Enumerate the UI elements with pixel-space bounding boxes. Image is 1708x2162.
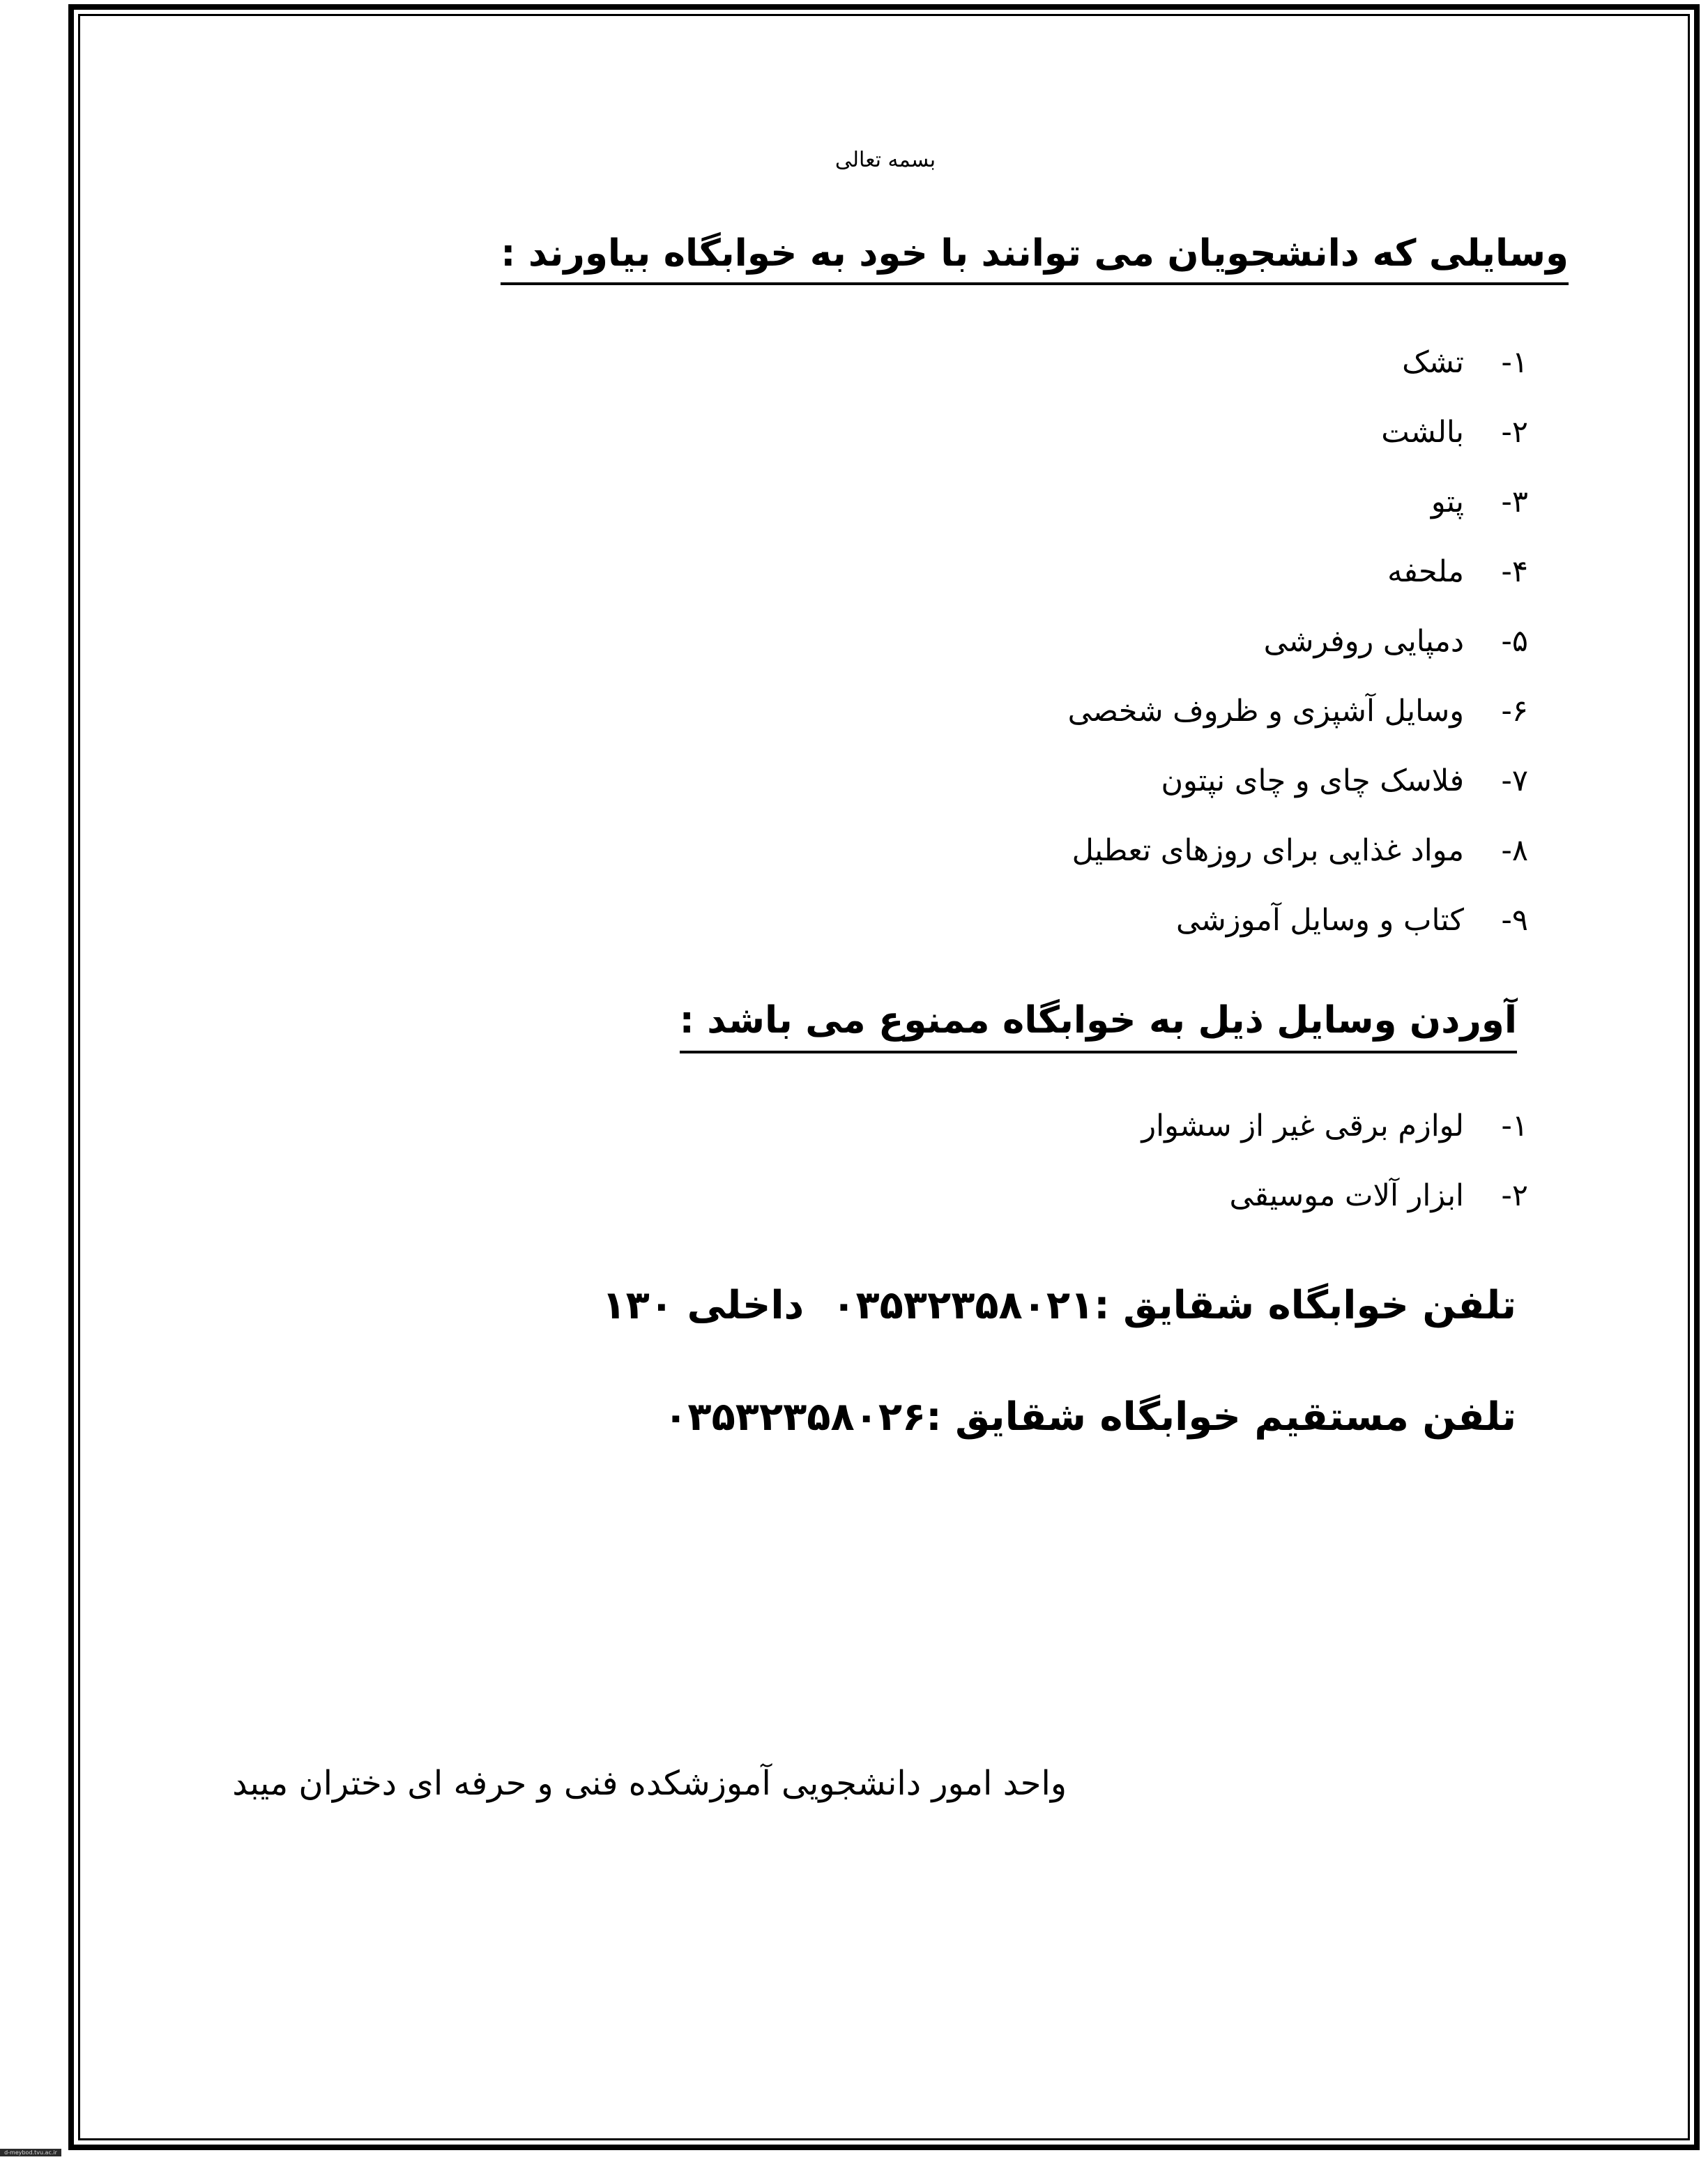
item-text: ابزار آلات موسیقی [1229,1178,1464,1213]
site-watermark: d-meybod.tvu.ac.ir [0,2149,61,2156]
list-item [1068,763,1528,833]
item-text: کتاب و وسایل آموزشی [1175,903,1464,938]
item-number: ۳- [1501,485,1528,519]
forbidden-items-heading: آوردن وسایل ذیل به خوابگاه ممنوع می باشد : [680,1000,1517,1053]
item-number: ۸- [1501,833,1528,868]
list-item [1141,1109,1528,1178]
item-number: ۴- [1501,554,1528,589]
item-text: دمپایی روفرشی [1263,624,1464,659]
list-item [1068,903,1528,973]
list-item [1068,485,1528,554]
item-text: ملحفه [1387,554,1464,589]
bismillah-header: بسمه تعالی [834,148,936,172]
item-text: فلاسک چای و چای نپتون [1161,763,1464,798]
item-number: ۷- [1501,763,1528,798]
issuing-office-footer: واحد امور دانشجویی آموزشکده فنی و حرفه ای دختران میبد [232,1764,1067,1803]
allowed-items-heading: وسایلی که دانشجویان می توانند با خود به خوابگاه بیاورند : [501,234,1569,285]
list-item [1068,554,1528,624]
list-item [1068,833,1528,903]
list-item [1068,694,1528,763]
phone-label: تلفن خوابگاه شقایق : [1094,1283,1516,1328]
list-item [1068,624,1528,694]
dormitory-phone-line [602,1283,1516,1328]
item-text: تشک [1402,345,1464,380]
list-item [1068,415,1528,485]
item-text: بالشت [1381,415,1464,450]
direct-phone-line [664,1394,1516,1440]
item-number: ۵- [1501,624,1528,659]
item-text: وسایل آشپزی و ظروف شخصی [1067,694,1464,729]
list-item [1141,1178,1528,1248]
phone-extension: داخلی ۱۳۰ [602,1283,805,1328]
phone-label: تلفن مستقیم خوابگاه شقایق : [926,1394,1516,1440]
item-number: ۱- [1501,345,1528,380]
forbidden-items-list [1141,1109,1528,1248]
item-number: ۲- [1501,415,1528,450]
phone-number: ۰۳۵۳۲۳۵۸۰۲۱ [832,1283,1095,1328]
item-text: مواد غذایی برای روزهای تعطیل [1072,833,1464,868]
item-text: پتو [1431,485,1464,519]
item-number: ۹- [1501,903,1528,938]
item-number: ۲- [1501,1178,1528,1213]
item-number: ۱- [1501,1109,1528,1143]
phone-number: ۰۳۵۳۲۳۵۸۰۲۶ [664,1394,927,1440]
item-number: ۶- [1501,694,1528,729]
item-text: لوازم برقی غیر از سشوار [1141,1109,1464,1143]
list-item [1068,345,1528,415]
allowed-items-list [1068,345,1528,973]
page-border-inner [78,14,1690,2140]
